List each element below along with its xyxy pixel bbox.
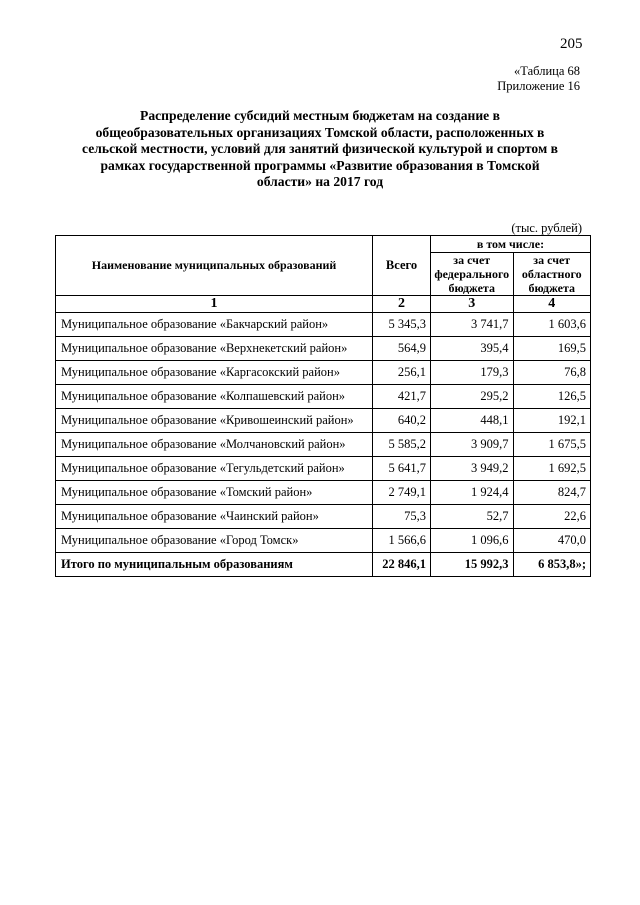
regional-value: 1 692,5 <box>513 457 590 481</box>
municipality-name: Муниципальное образование «Томский район» <box>56 481 373 505</box>
table-reference <box>497 64 580 94</box>
federal-value: 179,3 <box>430 361 513 385</box>
table-number: «Таблица 68 <box>514 64 580 78</box>
regional-value: 126,5 <box>513 385 590 409</box>
total-row <box>56 553 591 577</box>
federal-value: 1 096,6 <box>430 529 513 553</box>
municipality-name: Муниципальное образование «Колпашевский район» <box>56 385 373 409</box>
regional-value: 1 603,6 <box>513 313 590 337</box>
total-value: 640,2 <box>373 409 431 433</box>
municipality-name: Муниципальное образование «Город Томск» <box>56 529 373 553</box>
page-number: 205 <box>560 36 583 52</box>
municipality-name: Муниципальное образование «Тегульдетский район» <box>56 457 373 481</box>
total-value: 564,9 <box>373 337 431 361</box>
federal-value: 395,4 <box>430 337 513 361</box>
federal-value: 3 741,7 <box>430 313 513 337</box>
table-row <box>56 433 591 457</box>
regional-value: 470,0 <box>513 529 590 553</box>
total-value: 5 585,2 <box>373 433 431 457</box>
municipality-name: Муниципальное образование «Бакчарский район» <box>56 313 373 337</box>
federal-value: 1 924,4 <box>430 481 513 505</box>
header-total: Всего <box>373 236 431 296</box>
municipality-name: Муниципальное образование «Кривошеинский район» <box>56 409 373 433</box>
table-row <box>56 385 591 409</box>
appendix-number: Приложение 16 <box>497 79 580 93</box>
municipality-name: Муниципальное образование «Верхнекетский район» <box>56 337 373 361</box>
total-value: 421,7 <box>373 385 431 409</box>
total-value: 256,1 <box>373 361 431 385</box>
federal-value: 3 909,7 <box>430 433 513 457</box>
table-row <box>56 457 591 481</box>
subsidy-table <box>55 235 591 577</box>
table-row <box>56 505 591 529</box>
table-row <box>56 529 591 553</box>
regional-value: 192,1 <box>513 409 590 433</box>
federal-value: 52,7 <box>430 505 513 529</box>
column-number: 3 <box>430 296 513 313</box>
regional-total-value: 6 853,8»; <box>513 553 590 577</box>
total-value: 1 566,6 <box>373 529 431 553</box>
regional-value: 22,6 <box>513 505 590 529</box>
column-number: 2 <box>373 296 431 313</box>
header-name: Наименование муниципальных образований <box>56 236 373 296</box>
total-value: 75,3 <box>373 505 431 529</box>
federal-total-value: 15 992,3 <box>430 553 513 577</box>
municipality-name: Муниципальное образование «Чаинский район» <box>56 505 373 529</box>
table-row <box>56 409 591 433</box>
total-value: 5 641,7 <box>373 457 431 481</box>
total-value: 2 749,1 <box>373 481 431 505</box>
column-number: 4 <box>513 296 590 313</box>
table-row <box>56 481 591 505</box>
municipality-name: Муниципальное образование «Молчановский район» <box>56 433 373 457</box>
header-federal: за счет федерального бюджета <box>430 253 513 296</box>
units-label: (тыс. рублей) <box>511 221 582 235</box>
column-number: 1 <box>56 296 373 313</box>
regional-value: 169,5 <box>513 337 590 361</box>
regional-value: 1 675,5 <box>513 433 590 457</box>
regional-value: 76,8 <box>513 361 590 385</box>
header-regional: за счет областного бюджета <box>513 253 590 296</box>
federal-value: 3 949,2 <box>430 457 513 481</box>
grand-total-value: 22 846,1 <box>373 553 431 577</box>
total-row-label: Итого по муниципальным образованиям <box>56 553 373 577</box>
regional-value: 824,7 <box>513 481 590 505</box>
total-value: 5 345,3 <box>373 313 431 337</box>
municipality-name: Муниципальное образование «Каргасокский район» <box>56 361 373 385</box>
table-row <box>56 313 591 337</box>
table-row <box>56 337 591 361</box>
table-row <box>56 361 591 385</box>
header-including: в том числе: <box>430 236 590 253</box>
federal-value: 448,1 <box>430 409 513 433</box>
federal-value: 295,2 <box>430 385 513 409</box>
document-title: Распределение субсидий местным бюджетам на создание в общеобразовательных организациях Томской области, расположенных в сельской местности, условий для занятий физической культурой и спортом в рамках государственной программы «Развитие образования в Томской области» на 2017 год <box>82 108 558 190</box>
